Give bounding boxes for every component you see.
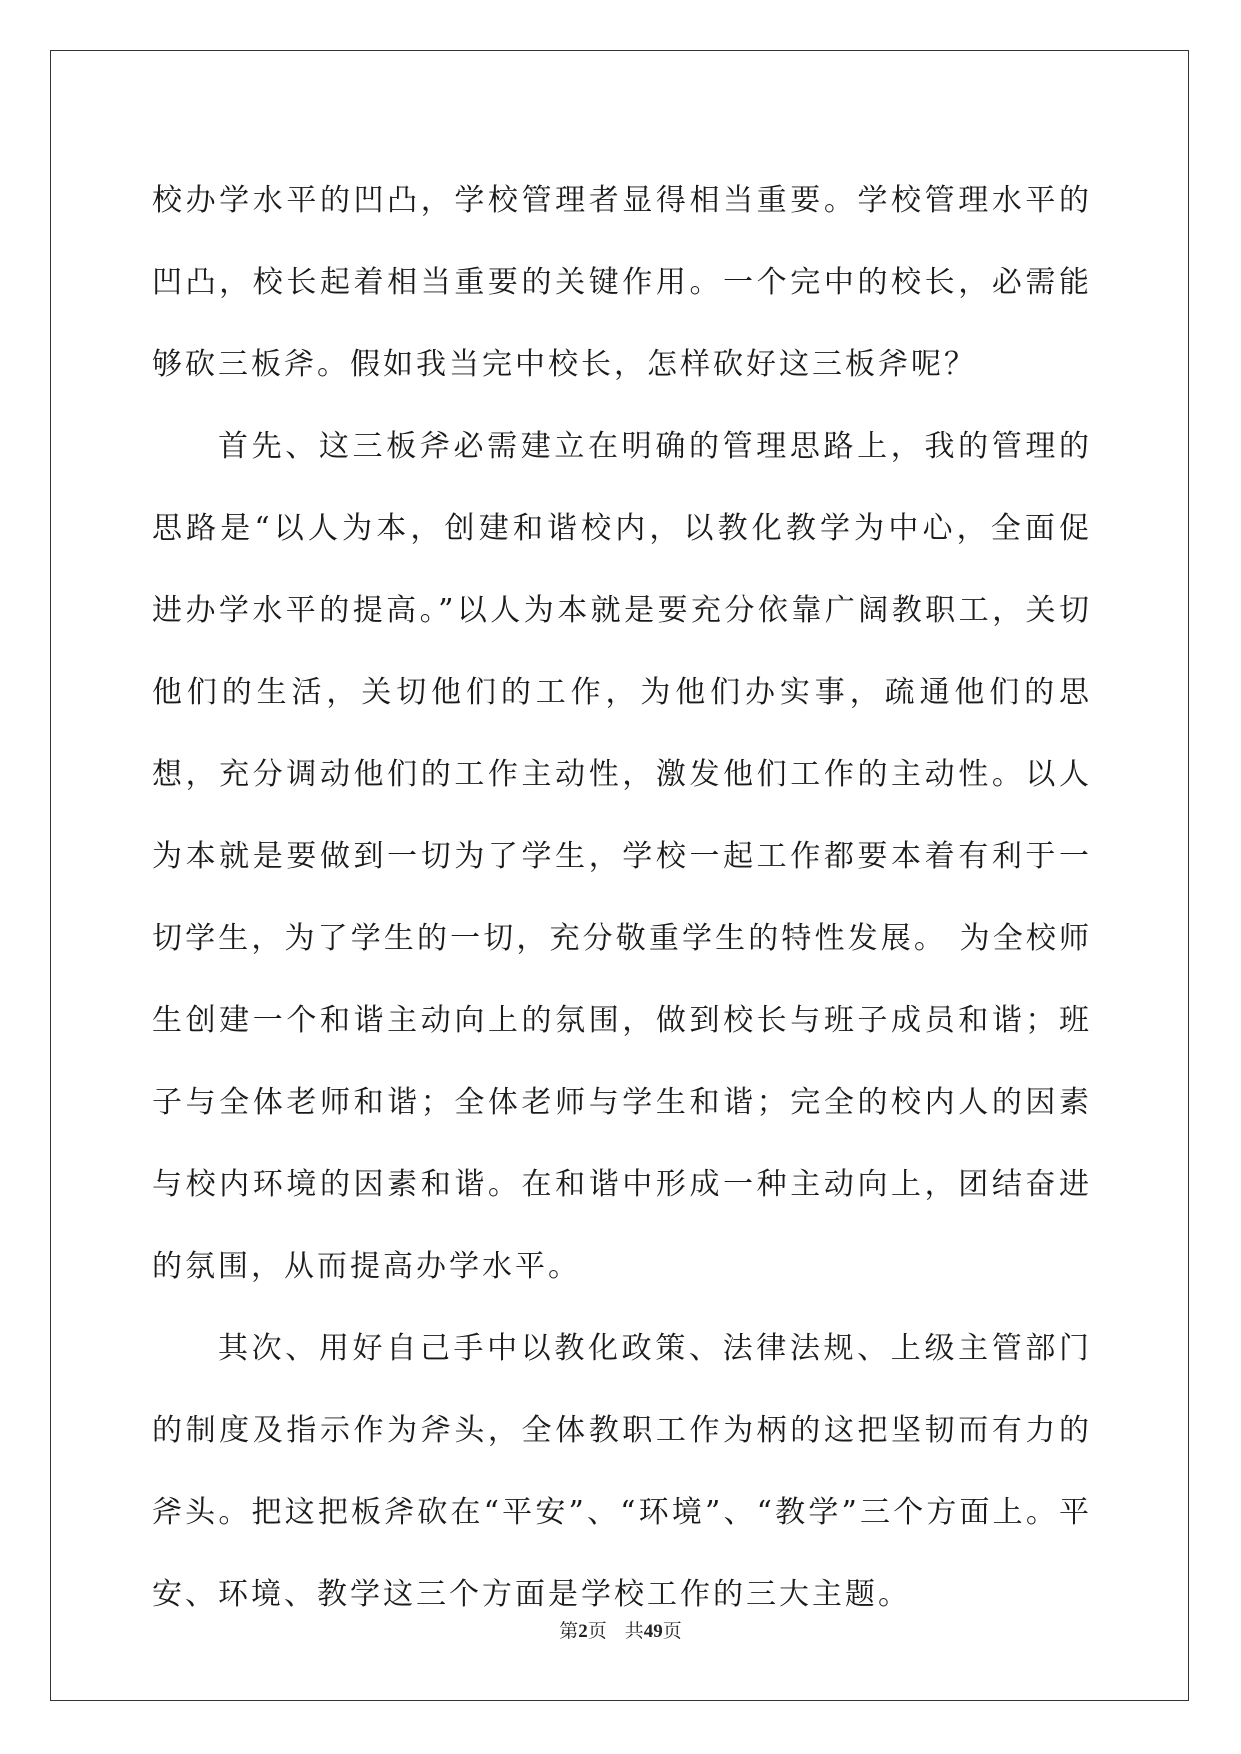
page-footer — [0, 1616, 1241, 1643]
paragraph-1: 校办学水平的凹凸，学校管理者显得相当重要。学校管理水平的凹凸，校长起着相当重要的关键作用。一个完中的校长，必需能够砍三板斧。假如我当完中校长，怎样砍好这三板斧呢？ — [152, 183, 1092, 382]
document-body — [152, 160, 1092, 1636]
page-total: 49 — [643, 1621, 663, 1642]
total-prefix: 共 — [624, 1621, 644, 1642]
paragraph-3: 其次、用好自己手中以教化政策、法律法规、上级主管部门的制度及指示作为斧头，全体教职工作为柄的这把坚韧而有力的斧头。把这把板斧砍在“平安”、“环境”、“教学”三个方面上。平安、环境、教学这三个方面是学校工作的三大主题。 — [152, 1331, 1092, 1612]
page-suffix: 页 — [587, 1621, 607, 1642]
page-prefix: 第 — [559, 1621, 579, 1642]
paragraph-2: 首先、这三板斧必需建立在明确的管理思路上，我的管理的思路是“以人为本，创建和谐校内，以教化教学为中心，全面促进办学水平的提高。”以人为本就是要充分依靠广阔教职工，关切他们的生活，关切他们的工作，为他们办实事，疏通他们的思想，充分调动他们的工作主动性，激发他们工作的主动性。以人为本就是要做到一切为了学生，学校一起工作都要本着有利于一切学生，为了学生的一切，充分敬重学生的特性发展。 为全校师生创建一个和谐主动向上的氛围，做到校长与班子成员和谐；班子与全体老师和谐；全体老师与学生和谐；完全的校内人的因素与校内环境的因素和谐。在和谐中形成一种主动向上，团结奋进的氛围，从而提高办学水平。 — [152, 429, 1092, 1284]
page-current: 2 — [578, 1621, 588, 1642]
total-suffix: 页 — [662, 1621, 682, 1642]
